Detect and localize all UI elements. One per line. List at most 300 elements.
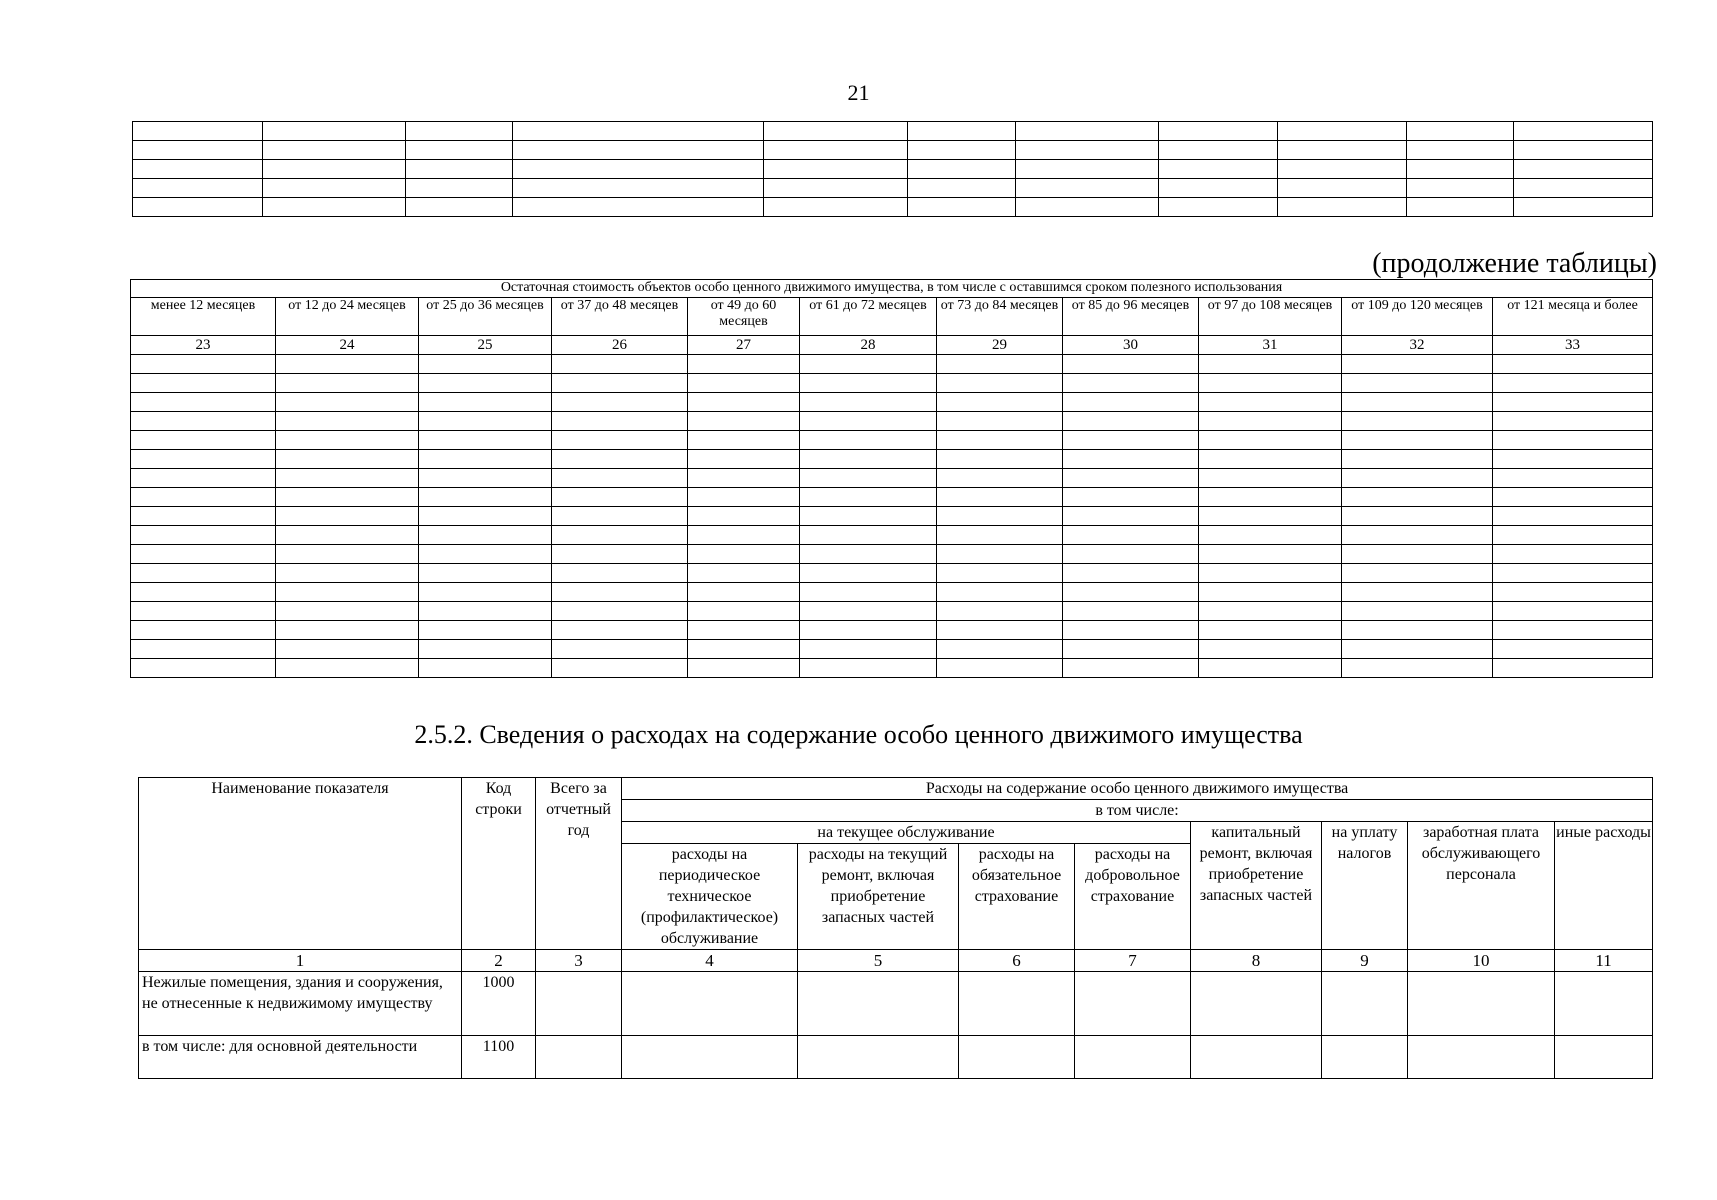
empty-cell [1063,640,1199,659]
empty-cell [1199,659,1342,678]
row-code: 1000 [462,972,536,1036]
empty-cell [131,507,276,526]
column-number: 28 [800,336,937,355]
empty-cell [276,355,419,374]
column-header: от 49 до 60 месяцев [688,298,800,336]
column-number: 32 [1342,336,1493,355]
expenses-table [138,777,1653,1079]
empty-cell [800,488,937,507]
empty-cell [1514,179,1653,198]
empty-cell [131,431,276,450]
value-cell [1075,1036,1191,1079]
value-cell [1322,972,1408,1036]
column-number: 4 [622,950,798,972]
empty-cell [552,583,688,602]
empty-cell [419,374,552,393]
value-cell [1075,972,1191,1036]
empty-cell [419,621,552,640]
value-cell [536,972,622,1036]
empty-cell [1342,564,1493,583]
empty-cell [419,412,552,431]
empty-cell [688,526,800,545]
column-number: 33 [1493,336,1653,355]
empty-cell [131,469,276,488]
empty-row [131,659,1653,678]
empty-cell [552,412,688,431]
empty-cell [800,412,937,431]
empty-cell [1493,431,1653,450]
empty-cell [688,545,800,564]
empty-cell [131,621,276,640]
empty-cell [263,160,406,179]
empty-cell [908,122,1016,141]
empty-cell [1342,374,1493,393]
value-cell [622,972,798,1036]
residual-value-group-header: Остаточная стоимость объектов особо ценного движимого имущества, в том числе с оставшимся сроком полезного использования [131,280,1653,298]
empty-cell [276,621,419,640]
empty-cell [1159,179,1278,198]
empty-cell [1278,122,1407,141]
column-number: 25 [419,336,552,355]
empty-row [131,583,1653,602]
empty-cell [131,393,276,412]
empty-cell [552,564,688,583]
empty-cell [1159,198,1278,217]
empty-cell [276,602,419,621]
empty-cell [1159,160,1278,179]
empty-cell [688,602,800,621]
column-number: 3 [536,950,622,972]
empty-cell [552,431,688,450]
empty-cell [133,160,263,179]
empty-cell [1063,431,1199,450]
empty-cell [688,583,800,602]
empty-cell [1016,141,1159,160]
empty-cell [1199,564,1342,583]
empty-cell [131,526,276,545]
empty-cell [1342,583,1493,602]
empty-row [131,393,1653,412]
empty-cell [688,488,800,507]
empty-cell [552,602,688,621]
empty-cell [800,450,937,469]
empty-row [131,488,1653,507]
empty-cell [1159,122,1278,141]
value-cell [536,1036,622,1079]
column-number: 9 [1322,950,1408,972]
empty-cell [419,583,552,602]
column-number: 24 [276,336,419,355]
empty-cell [263,141,406,160]
header-row-code: Код строки [462,778,536,950]
empty-cell [552,526,688,545]
empty-cell [688,659,800,678]
empty-cell [513,141,764,160]
empty-cell [552,450,688,469]
column-header: от 25 до 36 месяцев [419,298,552,336]
empty-cell [1199,526,1342,545]
empty-cell [406,198,513,217]
column-header: от 61 до 72 месяцев [800,298,937,336]
empty-cell [133,198,263,217]
empty-cell [908,141,1016,160]
empty-cell [1342,526,1493,545]
header-capital-repair: капитальный ремонт, включая приобретение запасных частей [1191,822,1322,950]
empty-cell [1342,659,1493,678]
empty-cell [1159,141,1278,160]
empty-cell [1407,198,1514,217]
empty-cell [419,545,552,564]
empty-cell [552,507,688,526]
empty-cell [276,450,419,469]
empty-cell [1493,545,1653,564]
empty-row [133,122,1653,141]
empty-cell [131,659,276,678]
empty-cell [276,374,419,393]
empty-cell [1493,659,1653,678]
empty-cell [552,640,688,659]
empty-row [131,640,1653,659]
empty-cell [406,160,513,179]
table-row [139,972,1653,1036]
empty-cell [937,583,1063,602]
empty-cell [1342,431,1493,450]
empty-cell [800,374,937,393]
empty-cell [764,122,908,141]
row-name: в том числе: для основной деятельности [139,1036,462,1079]
empty-row [133,160,1653,179]
empty-row [131,469,1653,488]
empty-cell [1342,488,1493,507]
empty-cell [688,393,800,412]
empty-cell [1063,526,1199,545]
header-taxes: на уплату налогов [1322,822,1408,950]
empty-cell [552,374,688,393]
row-code: 1100 [462,1036,536,1079]
empty-cell [552,393,688,412]
empty-cell [1016,160,1159,179]
empty-cell [1199,469,1342,488]
value-cell [798,1036,959,1079]
header-salary: заработная плата обслуживающего персонала [1408,822,1555,950]
empty-cell [552,469,688,488]
empty-cell [131,564,276,583]
empty-cell [1493,412,1653,431]
empty-cell [1342,469,1493,488]
empty-cell [1493,526,1653,545]
header-voluntary-insurance: расходы на добровольное страхование [1075,844,1191,950]
empty-cell [908,160,1016,179]
empty-cell [1063,583,1199,602]
empty-cell [276,393,419,412]
empty-cell [937,393,1063,412]
empty-cell [1278,198,1407,217]
empty-rows-middle [131,355,1653,678]
empty-cell [131,412,276,431]
empty-cell [937,355,1063,374]
empty-cell [1514,122,1653,141]
section-title: 2.5.2. Сведения о расходах на содержание особо ценного движимого имущества [414,720,1303,749]
row-name: Нежилые помещения, здания и сооружения, не отнесенные к недвижимому имуществу [139,972,462,1036]
empty-cell [1493,602,1653,621]
empty-cell [276,507,419,526]
empty-row [131,526,1653,545]
empty-cell [1278,160,1407,179]
empty-cell [937,507,1063,526]
column-header: от 109 до 120 месяцев [1342,298,1493,336]
table-row [139,1036,1653,1079]
empty-cell [552,621,688,640]
empty-cell [800,545,937,564]
empty-cell [1199,450,1342,469]
empty-cell [1493,564,1653,583]
empty-cell [937,412,1063,431]
empty-cell [1493,488,1653,507]
empty-cell [1199,355,1342,374]
empty-cell [263,198,406,217]
empty-cell [1493,393,1653,412]
empty-cell [800,564,937,583]
header-current-repair: расходы на текущий ремонт, включая приобретение запасных частей [798,844,959,950]
empty-cell [937,621,1063,640]
empty-cell [800,355,937,374]
empty-cell [688,564,800,583]
empty-cell [1199,488,1342,507]
empty-cell [1063,564,1199,583]
empty-cell [764,141,908,160]
empty-cell [1199,431,1342,450]
empty-row [131,355,1653,374]
empty-cell [1199,507,1342,526]
empty-cell [1493,469,1653,488]
empty-cell [1342,621,1493,640]
empty-cell [764,198,908,217]
empty-cell [131,640,276,659]
empty-cell [1493,374,1653,393]
empty-cell [688,355,800,374]
value-cell [1408,1036,1555,1079]
empty-row [131,450,1653,469]
empty-row [131,564,1653,583]
empty-cell [1342,602,1493,621]
empty-cell [937,469,1063,488]
empty-cell [513,160,764,179]
empty-row [131,602,1653,621]
empty-cell [1407,141,1514,160]
empty-cell [1407,179,1514,198]
empty-cell [1407,160,1514,179]
empty-cell [276,488,419,507]
empty-cell [1278,141,1407,160]
empty-cell [1063,412,1199,431]
empty-cell [800,469,937,488]
header-current-service: на текущее обслуживание [622,822,1191,844]
empty-cell [1514,141,1653,160]
empty-cell [1063,602,1199,621]
empty-row [131,545,1653,564]
column-number: 5 [798,950,959,972]
empty-cell [1063,621,1199,640]
empty-cell [131,355,276,374]
column-number: 23 [131,336,276,355]
empty-cell [1063,374,1199,393]
header-indicator-name: Наименование показателя [139,778,462,950]
empty-cell [419,507,552,526]
column-header: от 85 до 96 месяцев [1063,298,1199,336]
empty-cell [406,141,513,160]
column-header: от 12 до 24 месяцев [276,298,419,336]
empty-cell [1514,198,1653,217]
empty-cell [688,374,800,393]
empty-cell [419,431,552,450]
empty-cell [1016,198,1159,217]
empty-cell [1199,640,1342,659]
value-cell [622,1036,798,1079]
empty-row [131,431,1653,450]
empty-cell [1342,545,1493,564]
column-header: от 121 месяца и более [1493,298,1653,336]
empty-cell [552,659,688,678]
empty-cell [937,659,1063,678]
empty-cell [419,564,552,583]
empty-cell [1063,545,1199,564]
empty-cell [1342,393,1493,412]
empty-cell [131,450,276,469]
column-number: 6 [959,950,1075,972]
column-number: 8 [1191,950,1322,972]
empty-rows-top [133,122,1653,217]
header-expenses: Расходы на содержание особо ценного движимого имущества [622,778,1653,800]
empty-cell [1063,659,1199,678]
empty-cell [1063,355,1199,374]
empty-cell [1063,488,1199,507]
header-periodic: расходы на периодическое техническое (профилактическое) обслуживание [622,844,798,950]
empty-cell [764,179,908,198]
empty-cell [800,659,937,678]
empty-cell [276,564,419,583]
empty-cell [800,621,937,640]
previous-table-fragment [132,121,1653,217]
empty-cell [800,526,937,545]
empty-cell [800,507,937,526]
empty-cell [688,469,800,488]
empty-cell [1514,160,1653,179]
empty-row [133,179,1653,198]
empty-cell [406,122,513,141]
empty-cell [131,583,276,602]
column-number: 7 [1075,950,1191,972]
empty-cell [1199,412,1342,431]
empty-cell [276,412,419,431]
empty-cell [688,621,800,640]
empty-cell [131,602,276,621]
empty-cell [937,374,1063,393]
empty-cell [263,122,406,141]
empty-cell [937,431,1063,450]
empty-cell [1063,469,1199,488]
empty-cell [1199,393,1342,412]
empty-cell [1278,179,1407,198]
empty-cell [908,179,1016,198]
column-header: от 73 до 84 месяцев [937,298,1063,336]
empty-cell [800,602,937,621]
empty-cell [1016,179,1159,198]
empty-cell [688,431,800,450]
value-cell [959,1036,1075,1079]
empty-cell [800,640,937,659]
empty-cell [937,564,1063,583]
empty-cell [1342,640,1493,659]
empty-cell [800,431,937,450]
empty-cell [513,179,764,198]
empty-cell [276,659,419,678]
empty-cell [908,198,1016,217]
empty-row [133,198,1653,217]
empty-cell [1493,355,1653,374]
empty-cell [552,355,688,374]
empty-cell [1342,507,1493,526]
column-header: от 37 до 48 месяцев [552,298,688,336]
column-number: 11 [1555,950,1653,972]
empty-cell [1199,621,1342,640]
empty-cell [131,488,276,507]
column-number: 10 [1408,950,1555,972]
empty-cell [1342,355,1493,374]
page-number: 21 [847,80,870,105]
empty-cell [1493,583,1653,602]
empty-cell [419,488,552,507]
empty-cell [276,583,419,602]
empty-cell [937,526,1063,545]
value-cell [1191,972,1322,1036]
column-number: 26 [552,336,688,355]
value-cell [798,972,959,1036]
value-cell [959,972,1075,1036]
empty-cell [133,122,263,141]
empty-row [133,141,1653,160]
value-cell [1555,972,1653,1036]
empty-cell [1493,507,1653,526]
empty-cell [800,393,937,412]
empty-cell [513,198,764,217]
empty-cell [552,488,688,507]
empty-cell [276,545,419,564]
empty-cell [419,450,552,469]
column-number: 31 [1199,336,1342,355]
empty-row [131,621,1653,640]
empty-cell [937,602,1063,621]
empty-cell [688,507,800,526]
empty-row [131,412,1653,431]
column-header: менее 12 месяцев [131,298,276,336]
empty-cell [937,488,1063,507]
empty-cell [131,374,276,393]
empty-cell [276,469,419,488]
empty-cell [406,179,513,198]
empty-cell [1407,122,1514,141]
header-including: в том числе: [622,800,1653,822]
value-cell [1555,1036,1653,1079]
empty-cell [1493,640,1653,659]
empty-cell [1063,450,1199,469]
empty-cell [419,393,552,412]
empty-cell [937,545,1063,564]
empty-cell [133,141,263,160]
empty-cell [1199,602,1342,621]
empty-cell [1063,393,1199,412]
empty-cell [937,640,1063,659]
empty-cell [133,179,263,198]
